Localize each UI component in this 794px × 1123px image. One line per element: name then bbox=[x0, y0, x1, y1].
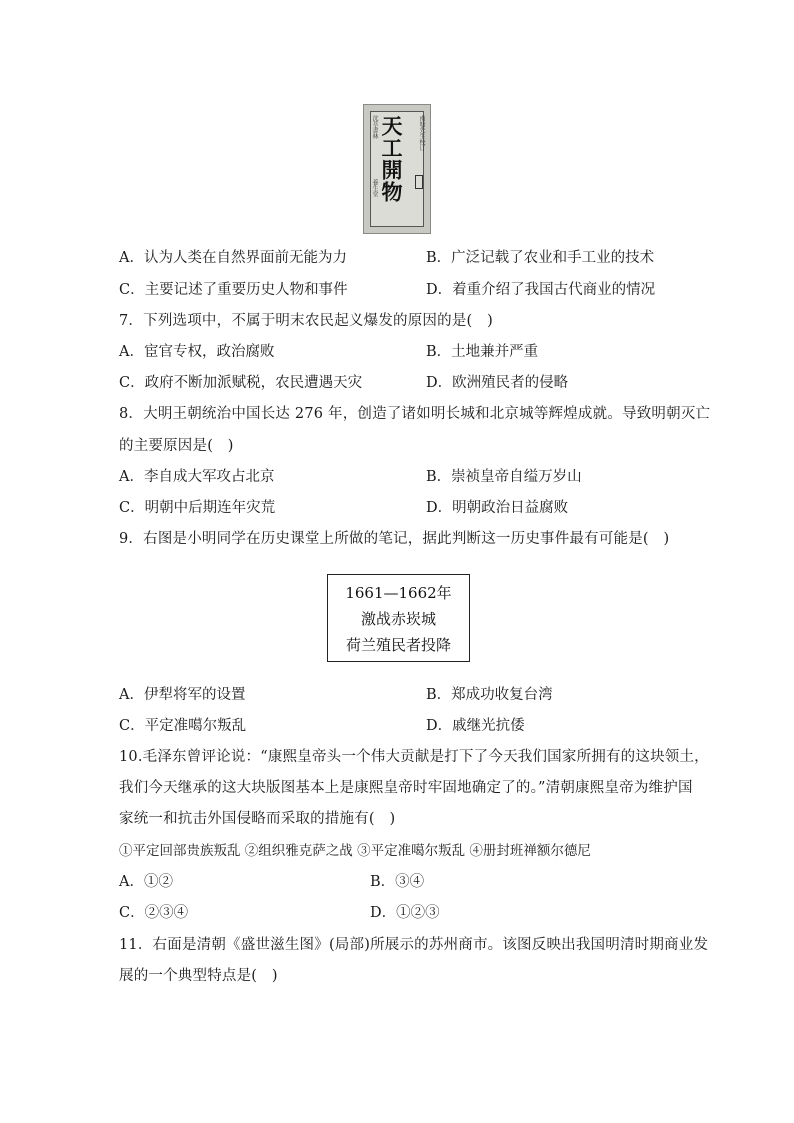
q6-option-c: C．主要记述了重要历史人物和事件 bbox=[119, 282, 348, 298]
q10-stem-line-3: 家统一和抗击外国侵略而采取的措施有( ) bbox=[119, 811, 396, 827]
q9-option-d: D．戚继光抗倭 bbox=[426, 718, 525, 734]
q9-option-b: B．郑成功收复台湾 bbox=[426, 687, 553, 703]
q9-note-battle: 激战赤崁城 bbox=[360, 610, 436, 628]
q6-option-a: A．认为人类在自然界面前无能为力 bbox=[119, 250, 347, 266]
q6-option-d: D．着重介绍了我国古代商业的情况 bbox=[426, 282, 656, 298]
q10-option-d: D．①②③ bbox=[370, 905, 440, 921]
cover-seal-stamp bbox=[415, 175, 423, 189]
q9-note-surrender: 荷兰殖民者投降 bbox=[345, 636, 451, 654]
q11-stem-line-1: 11．右面是清朝《盛世滋生图》(局部)所展示的苏州商市。该图反映出我国明清时期商业发 bbox=[119, 937, 709, 953]
q7-stem: 7．下列选项中，不属于明末农民起义爆发的原因的是( ) bbox=[119, 313, 493, 329]
q7-option-c: C．政府不断加派赋税，农民遭遇天灾 bbox=[119, 375, 363, 391]
q9-note-years: 1661—1662年 bbox=[345, 584, 452, 602]
q8-option-d: D．明朝政治日益腐败 bbox=[426, 500, 569, 516]
q9-option-a: A．伊犁将军的设置 bbox=[119, 687, 246, 703]
q10-option-c: C．②③④ bbox=[119, 905, 189, 921]
q10-stem-line-1: 10.毛泽东曾评论说：“康熙皇帝头一个伟大贡献是打下了今天我们国家所拥有的这块领土， bbox=[119, 749, 709, 765]
tiangong-kaiwu-cover-image bbox=[363, 104, 431, 234]
q9-stem: 9．右图是小明同学在历史课堂上所做的笔记，据此判断这一历史事件最有可能是( ) bbox=[119, 531, 670, 547]
q8-stem-line-2: 的主要原因是( ) bbox=[119, 438, 234, 454]
q10-stem-line-2: 我们今天继承的这大块版图基本上是康熙皇帝时牢固地确定了的。”清朝康熙皇帝为维护国 bbox=[119, 780, 693, 796]
q10-items: ①平定回部贵族叛乱 ②组织雅克萨之战 ③平定准噶尔叛乱 ④册封班禅额尔德尼 bbox=[119, 843, 591, 859]
q8-option-c: C．明朝中后期连年灾荒 bbox=[119, 500, 276, 516]
cover-side-left-bottom-text: 養生堂 bbox=[371, 179, 378, 197]
q8-stem-line-1: 8．大明王朝统治中国长达 276 年，创造了诸如明长城和北京城等辉煌成就。导致明朝灭亡 bbox=[119, 406, 711, 422]
q8-option-a: A．李自成大军攻占北京 bbox=[119, 469, 275, 485]
cover-side-left-top-text: 沈萃書林 bbox=[371, 115, 378, 139]
q8-option-b: B．崇祯皇帝自缢万岁山 bbox=[426, 469, 582, 485]
q10-option-a: A．①② bbox=[119, 874, 173, 890]
q7-option-d: D．欧洲殖民者的侵略 bbox=[426, 375, 569, 391]
q6-option-b: B．广泛记载了农业和手工业的技术 bbox=[426, 250, 655, 266]
q9-note-image bbox=[327, 574, 470, 662]
q7-option-a: A．宦官专权，政治腐败 bbox=[119, 344, 275, 360]
q10-option-b: B．③④ bbox=[370, 874, 425, 890]
cover-title: 天工開物 bbox=[379, 115, 404, 203]
cover-side-right-text: 南塘先生校订 bbox=[418, 115, 425, 151]
q11-stem-line-2: 展的一个典型特点是( ) bbox=[119, 968, 278, 984]
q9-option-c: C．平定准噶尔叛乱 bbox=[119, 718, 247, 734]
q7-option-b: B．土地兼并严重 bbox=[426, 344, 539, 360]
